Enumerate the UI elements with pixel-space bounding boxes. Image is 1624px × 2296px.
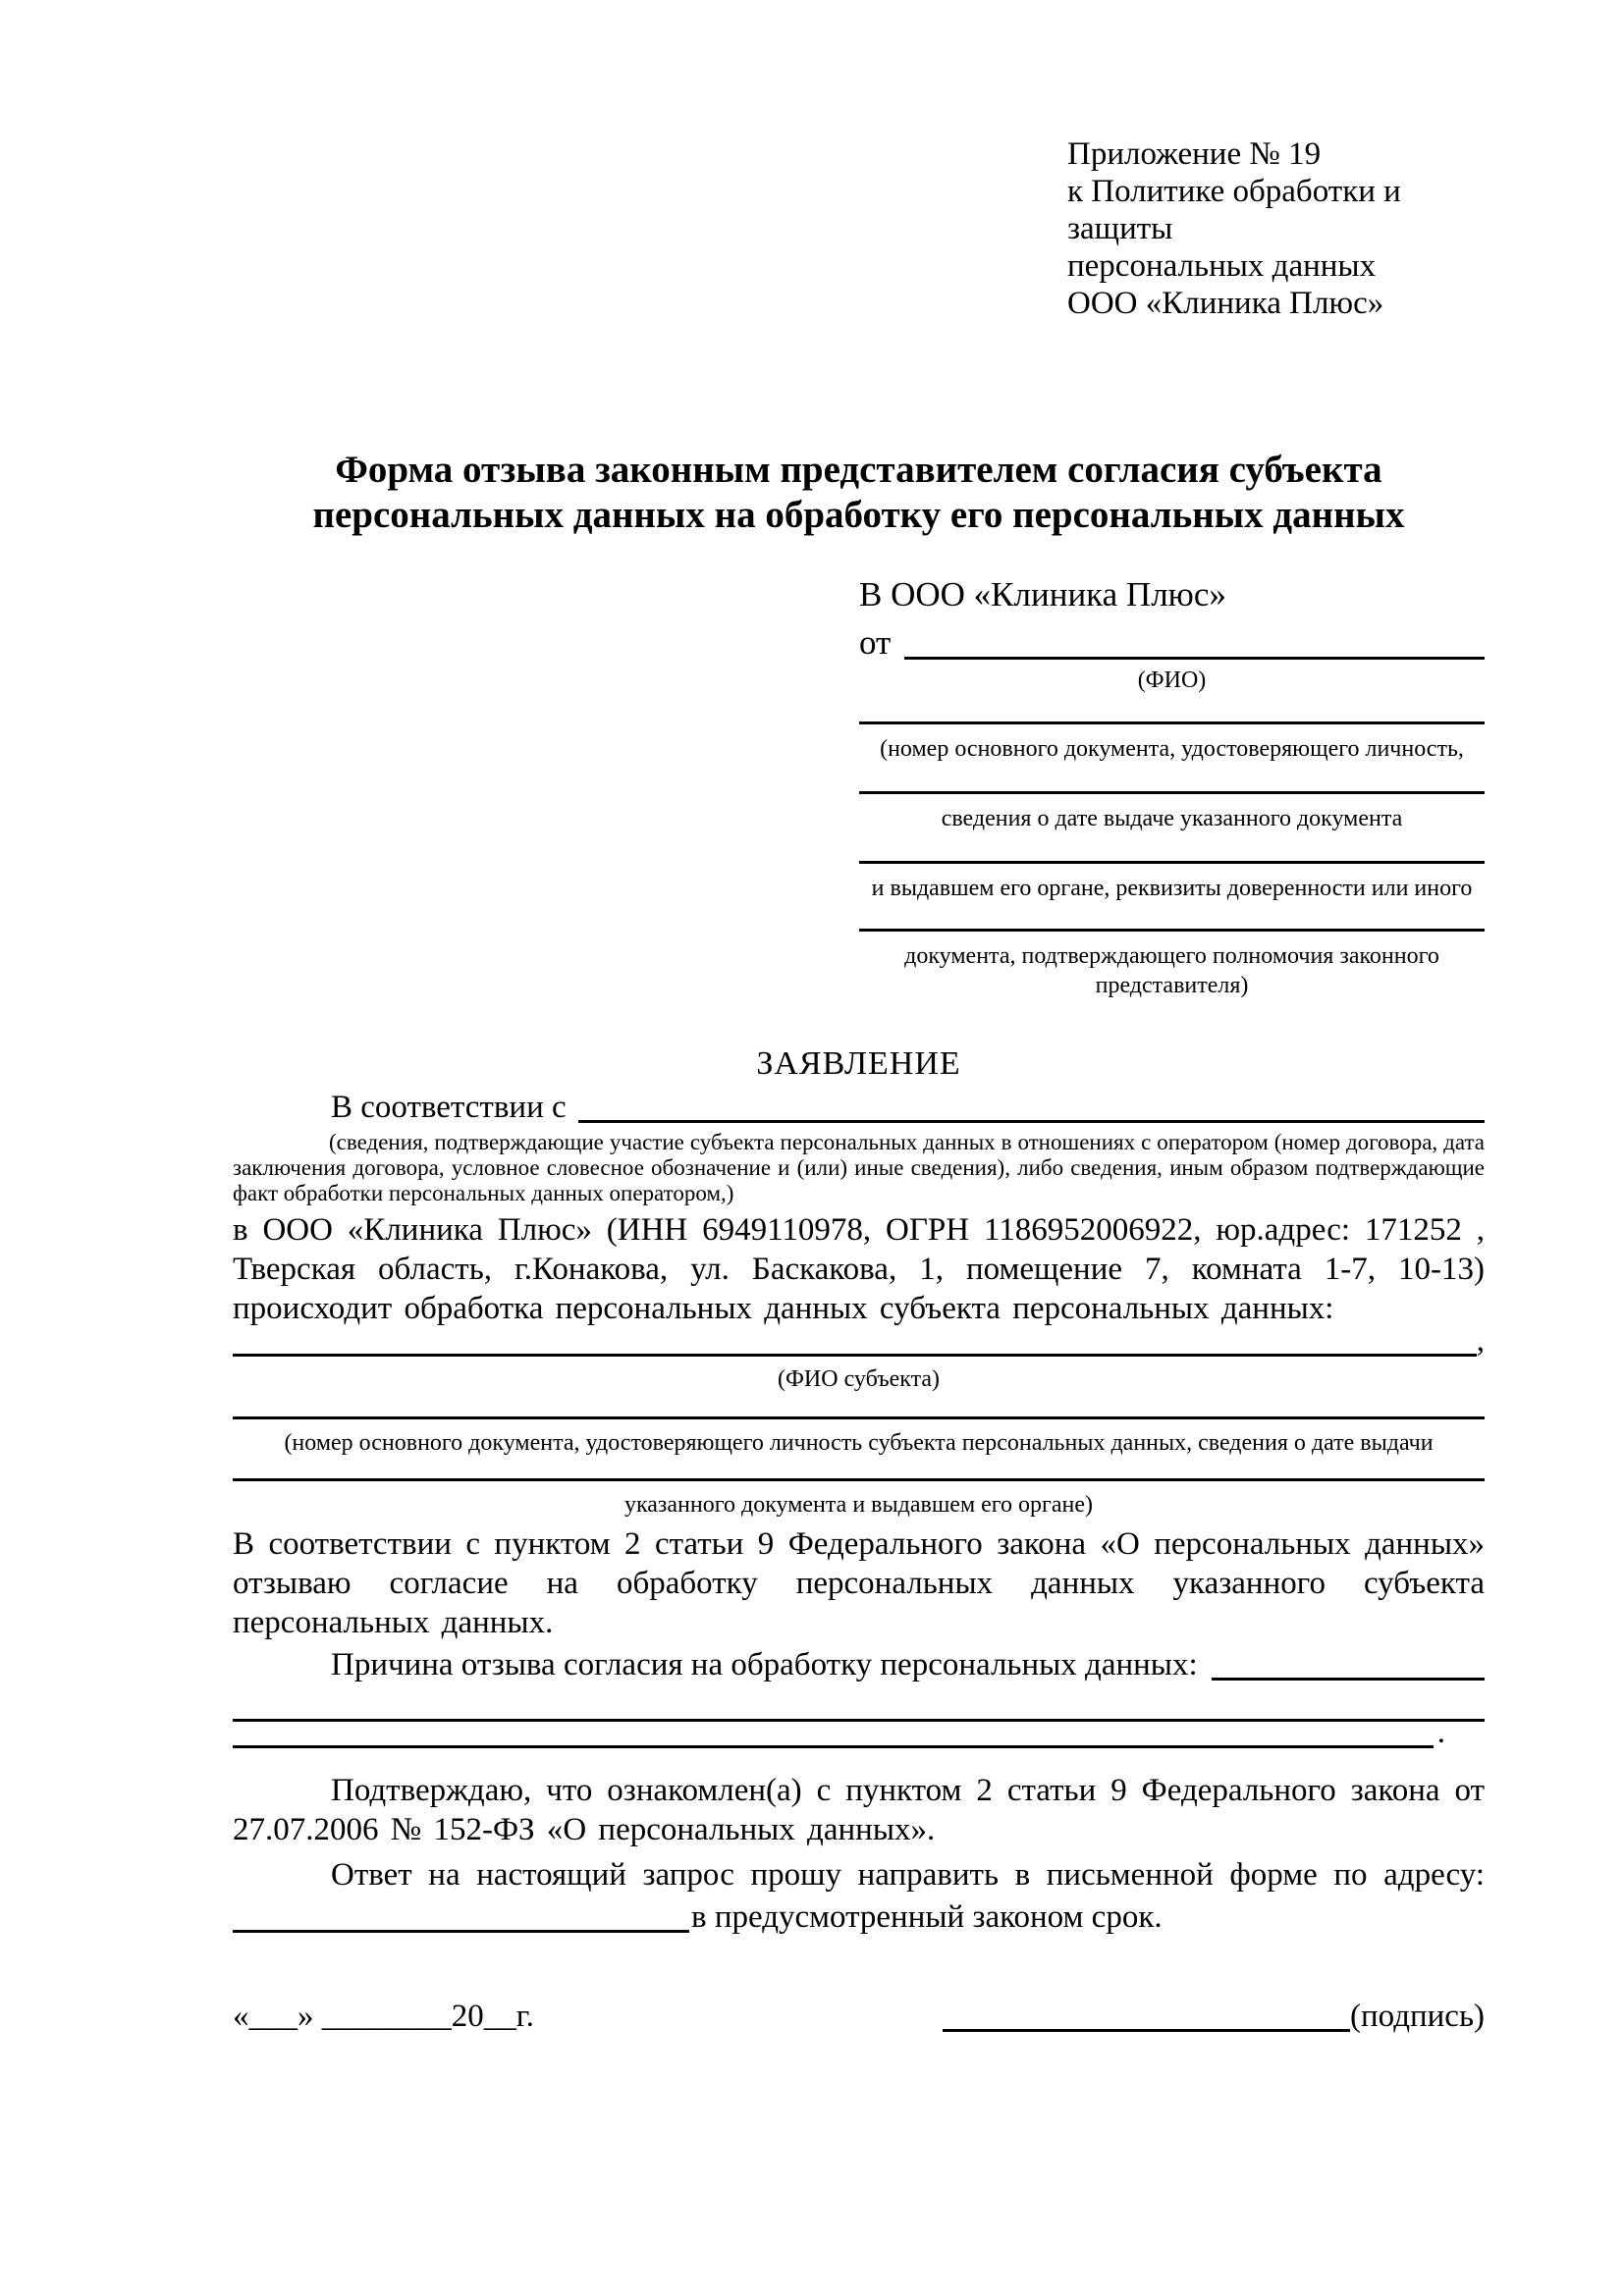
blank-line-subject-doc-2 <box>233 1476 1485 1481</box>
reason-label: Причина отзыва согласия на обработку персональных данных: <box>331 1647 1198 1682</box>
trailing-comma: , <box>1476 1323 1485 1359</box>
blank-line-basis <box>578 1120 1485 1123</box>
issue-date-caption: сведения о дате выдаче указанного документа <box>941 806 1403 831</box>
blank-line-reason-3 <box>233 1745 1434 1748</box>
reply-paragraph: Ответ на настоящий запрос прошу направить в письменной форме по адресу: <box>331 1857 1485 1893</box>
blank-line-issuer <box>859 859 1485 864</box>
appendix-line-4: ООО «Клиника Плюс» <box>1067 286 1384 321</box>
operator-paragraph: в ООО «Клиника Плюс» (ИНН 6949110978, ОГРН 1186952006922, юр.адрес: 171252 , Тверская область, г.Конакова, ул. Баскакова, 1, помещение 7, комната 1-7, 10-13) происходит обработка персональных данных субъекта персональных данных: <box>233 1212 1485 1326</box>
trailing-period: . <box>1436 1715 1445 1750</box>
document-title: Форма отзыва законным представителем согласия субъекта персональных данных на обработку его персональных данных <box>312 449 1405 536</box>
date-line: «___» ________20__г. <box>233 1999 534 2034</box>
reason-end-row <box>233 1715 1485 1755</box>
subject-fio-row <box>233 1323 1485 1363</box>
appendix-header <box>1067 135 1485 322</box>
appendix-line-1: Приложение № 19 <box>1067 136 1322 172</box>
subject-doc-caption-1: (номер основного документа, удостоверяющего личность субъекта персональных данных, сведения о дате выдачи <box>284 1430 1434 1456</box>
doc-number-caption: (номер основного документа, удостоверяющего личность, <box>880 736 1464 762</box>
blank-line-issue-date <box>859 789 1485 794</box>
subject-doc-caption-2: указанного документа и выдавшем его органе) <box>623 1492 1094 1518</box>
subject-fio-caption: (ФИО субъекта) <box>777 1366 941 1392</box>
signature-caption: (подпись) <box>1350 1999 1485 2034</box>
fio-caption: (ФИО) <box>1137 667 1207 693</box>
authority-doc-caption: документа, подтверждающего полномочия законного представителя) <box>904 943 1439 998</box>
blank-line-reply-address <box>233 1930 689 1933</box>
appendix-line-3: персональных данных <box>1067 248 1377 284</box>
issuer-caption: и выдавшем его органе, реквизиты доверенности или иного <box>871 876 1473 901</box>
blank-line-signature <box>943 2029 1350 2032</box>
blank-line-subject-fio <box>233 1354 1477 1357</box>
withdraw-paragraph: В соответствии с пунктом 2 статьи 9 Федерального закона «О персональных данных» отзываю согласие на обработку персональных данных указанного субъекта персональных данных. <box>233 1526 1485 1640</box>
blank-line-reason <box>1212 1678 1485 1681</box>
addressee-from-row <box>859 620 1485 666</box>
in-accordance-label: В соответствии с <box>331 1090 567 1125</box>
reason-row <box>233 1642 1485 1687</box>
blank-line-fio <box>904 657 1485 660</box>
signature-right <box>943 1994 1485 2039</box>
statement-heading: ЗАЯВЛЕНИЕ <box>756 1045 961 1082</box>
confirm-paragraph: Подтверждаю, что ознакомлен(а) с пунктом 2 статьи 9 Федерального закона от 27.07.2006 № 152-ФЗ «О персональных данных». <box>233 1773 1485 1847</box>
blank-line-subject-doc <box>233 1415 1485 1419</box>
reply-address-row <box>233 1895 1485 1940</box>
appendix-line-2: к Политике обработки и защиты <box>1067 174 1401 246</box>
reply-tail: в предусмотренный законом срок. <box>691 1899 1163 1935</box>
addressee-to: В ООО «Клиника Плюс» <box>859 575 1226 614</box>
addressee-block <box>859 573 1485 1000</box>
signature-row <box>233 1994 1485 2039</box>
blank-line-authority-doc <box>859 927 1485 932</box>
from-label: от <box>859 623 892 662</box>
basis-small-print: (сведения, подтверждающие участие субъекта персональных данных в отношениях с оператором (номер договора, дата заключения договора, условное словесное обозначение и (или) иные сведения), либо сведения, иным образом подтверждающие факт обработки персональных данных оператором,) <box>233 1130 1485 1205</box>
blank-line-doc-number <box>859 720 1485 724</box>
in-accordance-row <box>233 1085 1485 1130</box>
